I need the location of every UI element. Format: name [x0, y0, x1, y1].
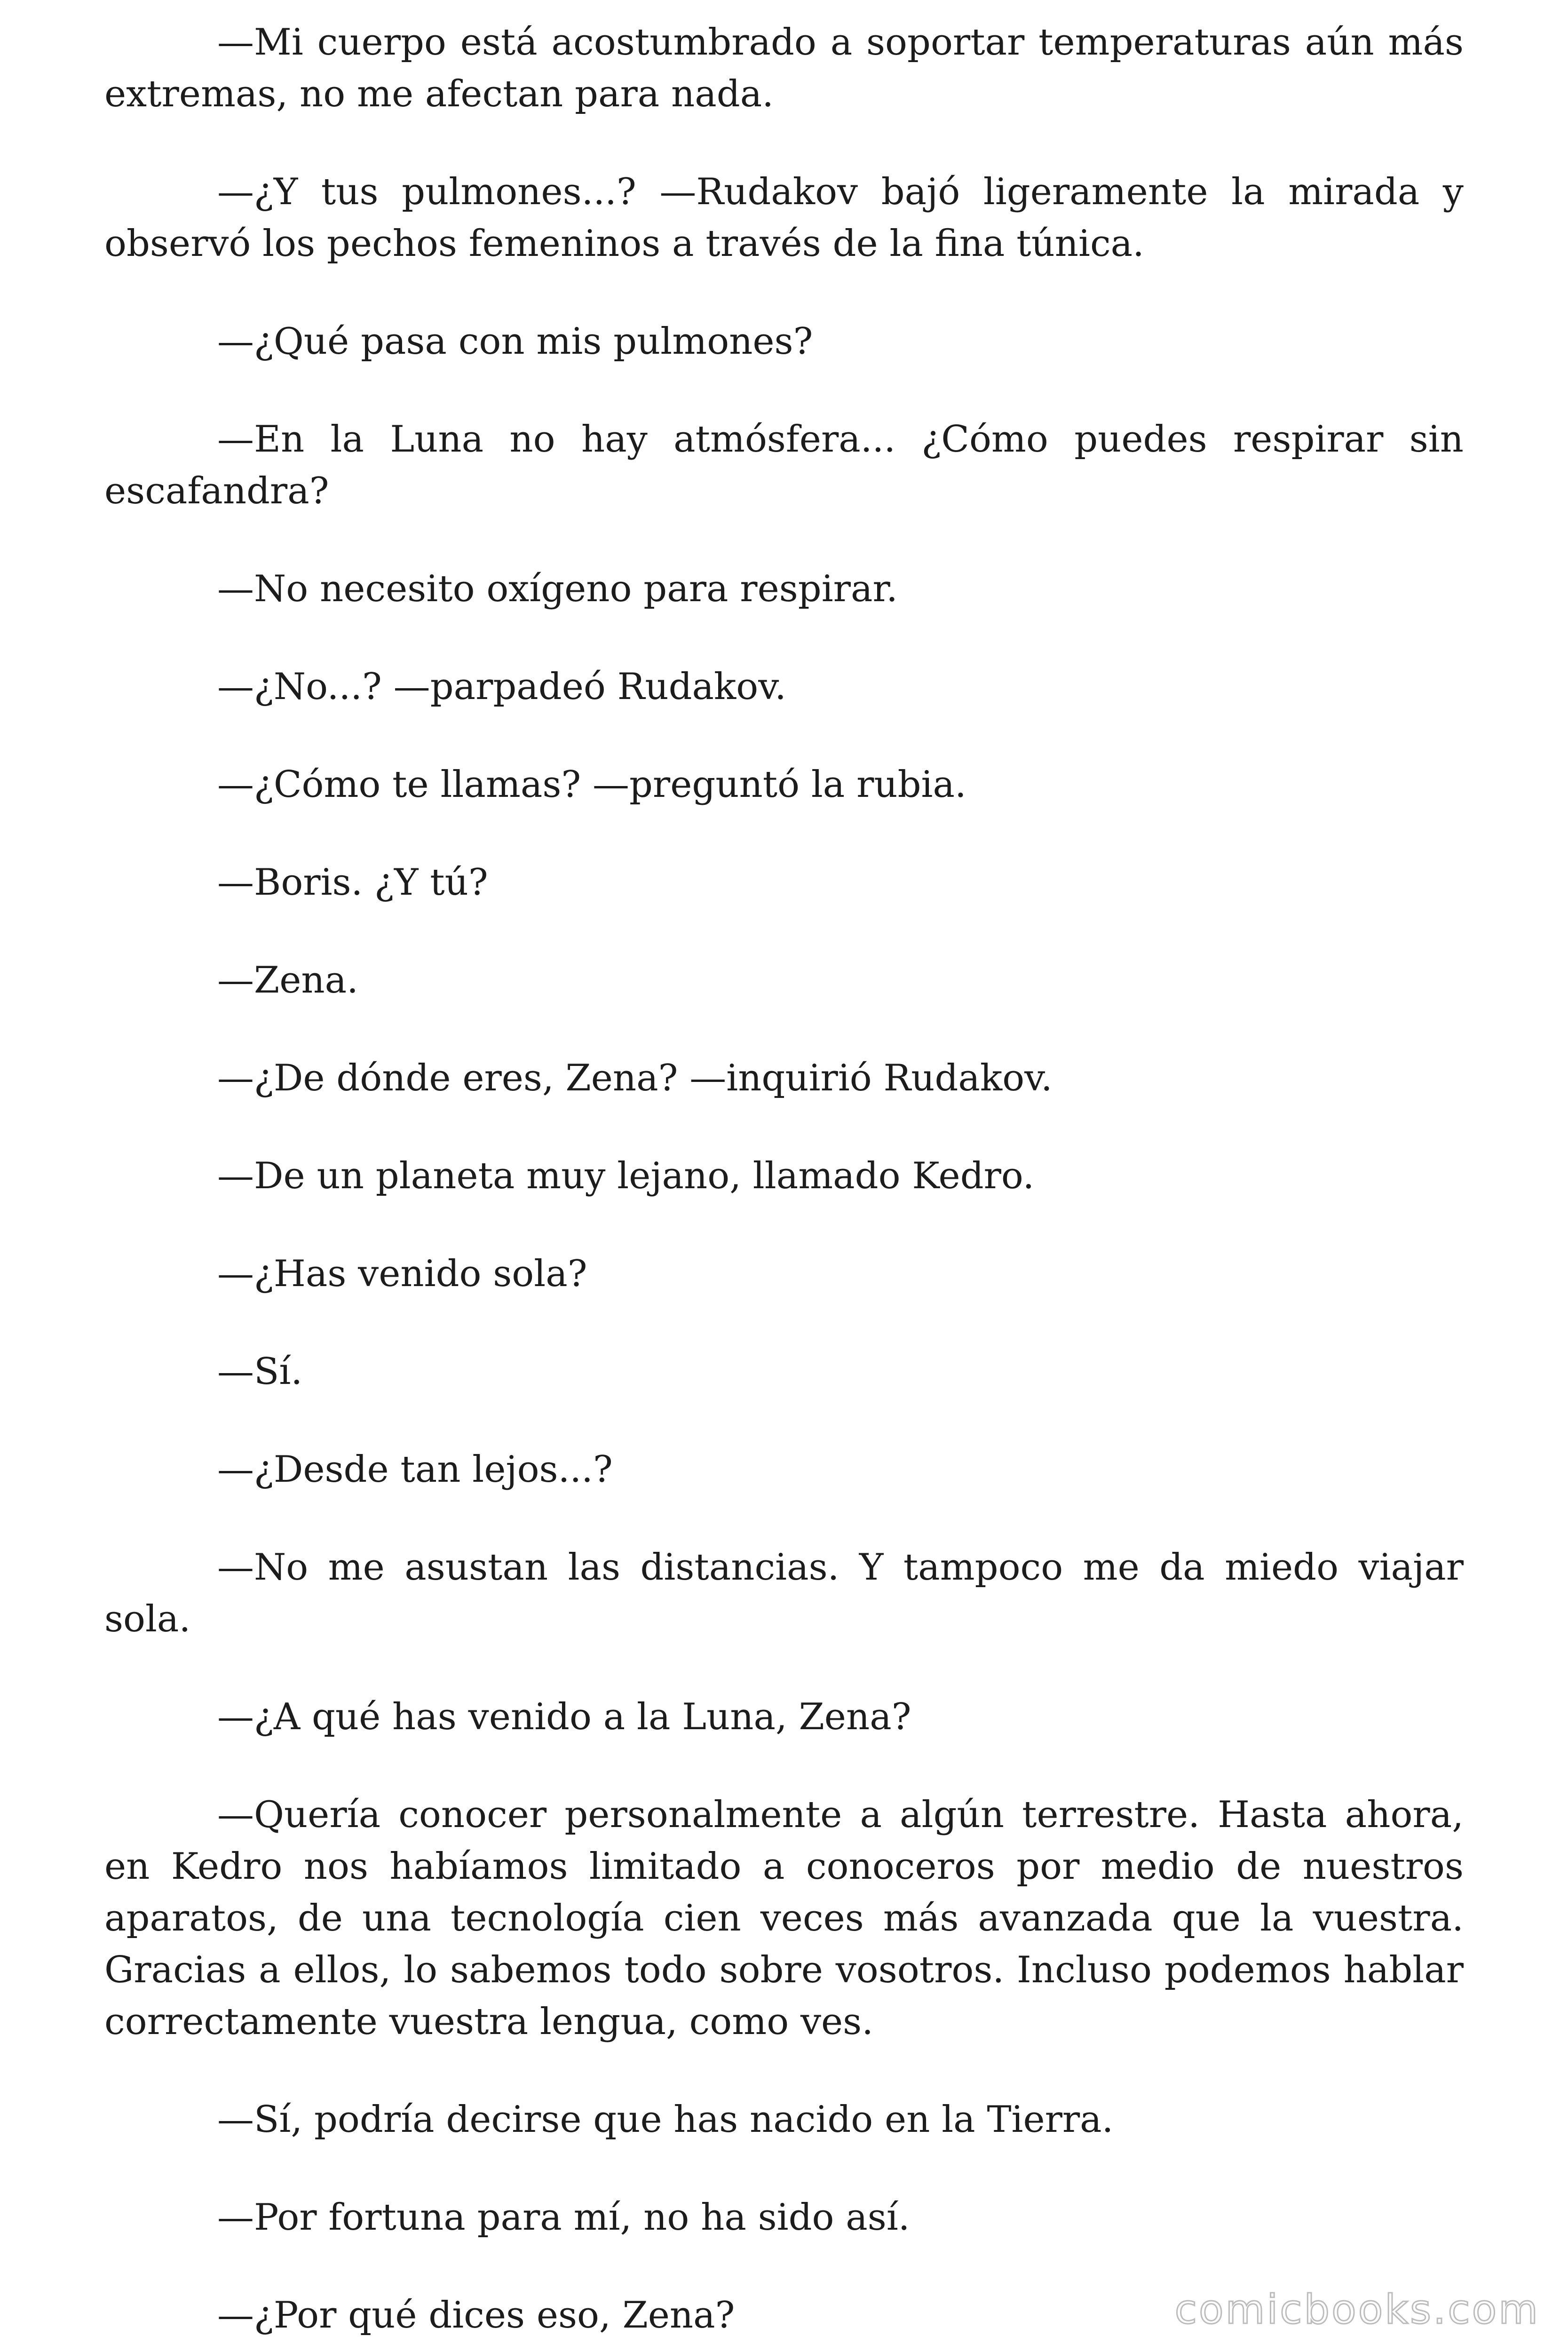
paragraph: —¿Por qué dices eso, Zena? — [217, 2294, 735, 2336]
paragraph: —Mi cuerpo está acostumbrado a soportar temperaturas aún más extremas, no me afectan para nada. — [104, 21, 1464, 115]
paragraph: —¿Qué pasa con mis pulmones? — [217, 320, 813, 363]
paragraph: —¿No...? —parpadeó Rudakov. — [217, 666, 786, 708]
paragraph: —¿A qué has venido a la Luna, Zena? — [217, 1696, 911, 1738]
paragraph: —¿Desde tan lejos...? — [217, 1448, 613, 1491]
paragraph: —Sí, podría decirse que has nacido en la Tierra. — [217, 2098, 1114, 2141]
text-column — [104, 16, 1464, 2341]
paragraph: —¿Cómo te llamas? —preguntó la rubia. — [217, 763, 966, 806]
watermark: comicbooks.com — [1174, 2286, 1540, 2333]
paragraph: —De un planeta muy lejano, llamado Kedro. — [217, 1155, 1035, 1197]
paragraph: —¿Has venido sola? — [217, 1253, 587, 1295]
paragraph: —Sí. — [217, 1351, 303, 1393]
paragraph: —No necesito oxígeno para respirar. — [217, 568, 898, 610]
paragraph: —Por fortuna para mí, no ha sido así. — [217, 2196, 910, 2239]
paragraph: —Boris. ¿Y tú? — [217, 861, 488, 904]
paragraph: —Quería conocer personalmente a algún terrestre. Hasta ahora, en Kedro nos habíamos limitado a conoceros por medio de nuestros aparatos, de una tecnología cien veces más avanzada que la vuestra. Gracias a ellos, lo sabemos todo sobre vosotros. Incluso podemos hablar correctamente vuestra lengua, como ves. — [104, 1794, 1464, 2043]
paragraph: —¿Y tus pulmones...? —Rudakov bajó ligeramente la mirada y observó los pechos femeninos a través de la fina túnica. — [104, 171, 1464, 265]
paragraph: —No me asustan las distancias. Y tampoco me da miedo viajar sola. — [104, 1546, 1464, 1640]
paragraph: —¿De dónde eres, Zena? —inquirió Rudakov. — [217, 1057, 1053, 1099]
paragraph: —En la Luna no hay atmósfera... ¿Cómo puedes respirar sin escafandra? — [104, 418, 1464, 512]
paragraph: —Zena. — [217, 959, 358, 1001]
